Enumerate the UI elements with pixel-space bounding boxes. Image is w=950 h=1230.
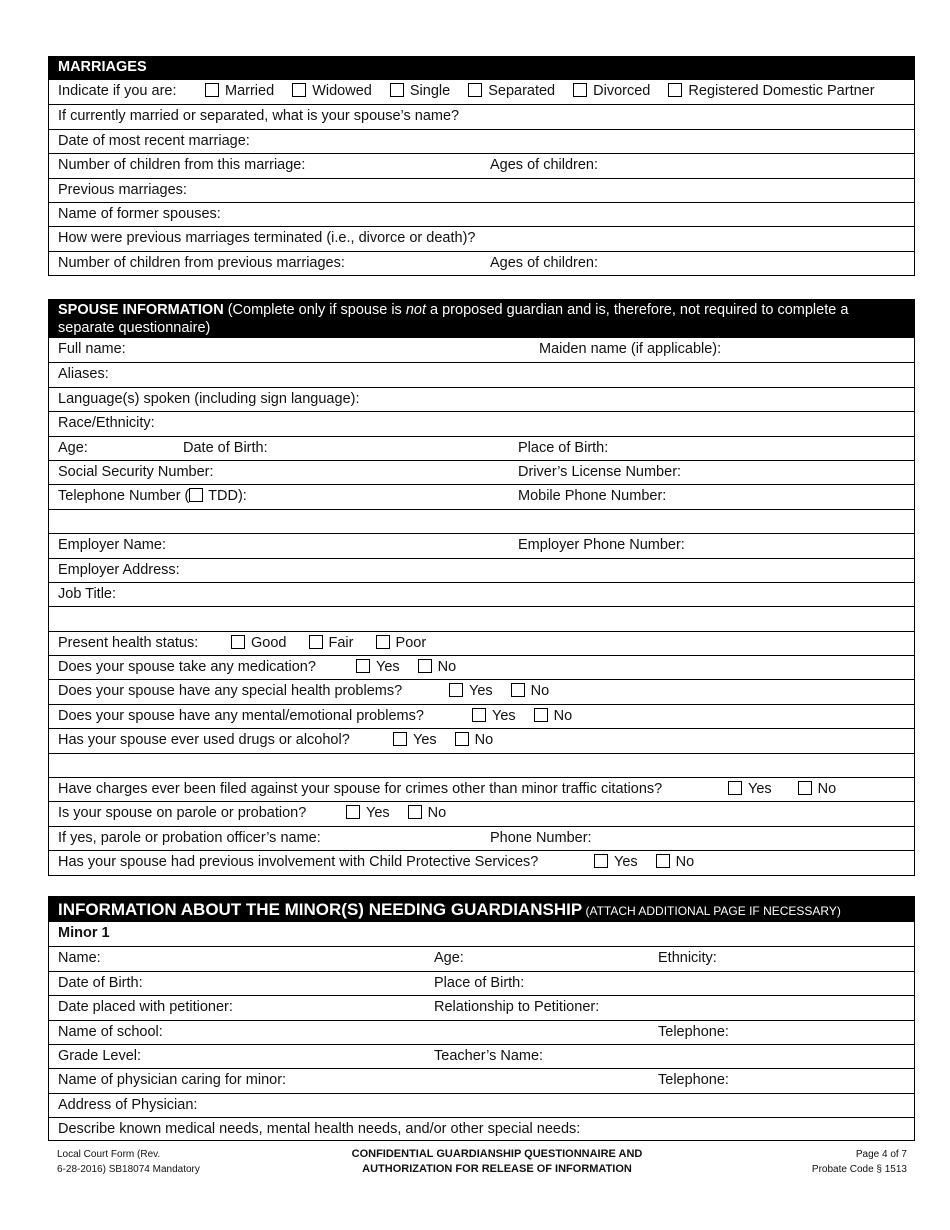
status-married[interactable]: Married	[205, 83, 274, 99]
spouse-name-label: If currently married or separated, what is your spouse’s name?	[58, 108, 460, 125]
drugs-yes[interactable]: Yes	[393, 732, 437, 748]
charges-question: Have charges ever been filed against your spouse for crimes other than minor traffic citations?	[58, 781, 663, 798]
minor-age-label: Age:	[434, 950, 464, 967]
medication-question: Does your spouse take any medication?	[58, 659, 316, 676]
fair-checkbox[interactable]	[309, 635, 323, 649]
health-poor[interactable]: Poor	[376, 635, 427, 651]
ages-children-label: Ages of children:	[490, 157, 599, 174]
status-single[interactable]: Single	[390, 83, 450, 99]
minor-dob-row[interactable]	[49, 971, 914, 995]
relationship-label: Relationship to Petitioner:	[434, 999, 600, 1016]
spouse-name-row[interactable]	[49, 104, 914, 128]
minor-ethnicity-label: Ethnicity:	[658, 950, 717, 967]
ssn-row[interactable]	[49, 460, 914, 484]
parole-officer-label: If yes, parole or probation officer’s name:	[58, 829, 321, 846]
terminated-label: How were previous marriages terminated (i.e., divorce or death)?	[58, 230, 476, 247]
ssn-label: Social Security Number:	[58, 463, 214, 480]
page-number: Page 4 of 7	[855, 1149, 907, 1160]
drugs-options	[393, 732, 507, 748]
num-children-prev-row[interactable]	[49, 251, 914, 275]
checkbox[interactable]	[728, 781, 742, 795]
teacher-label: Teacher’s Name:	[434, 1047, 544, 1064]
physician-addr-row[interactable]	[49, 1093, 914, 1117]
minor-dob-label: Date of Birth:	[58, 974, 143, 991]
parole-yes[interactable]: Yes	[346, 805, 390, 821]
spouse-header-italic: not	[405, 302, 426, 318]
phone-row[interactable]	[49, 484, 914, 508]
age-dob-row[interactable]	[49, 436, 914, 460]
widowed-checkbox[interactable]	[292, 83, 306, 97]
health-label: Present health status:	[58, 634, 199, 651]
checkbox[interactable]	[418, 659, 432, 673]
minor-header-note: (ATTACH ADDITIONAL PAGE IF NECESSARY)	[582, 904, 841, 918]
employer-addr-row[interactable]	[49, 558, 914, 582]
charges-no[interactable]: No	[798, 781, 837, 797]
medication-row	[49, 655, 914, 679]
cps-row	[49, 850, 914, 874]
spouse-header-post: a proposed guardian and is, therefore, not required to complete a separate questionnaire)	[58, 302, 849, 336]
physician-addr-label: Address of Physician:	[58, 1096, 198, 1113]
checkbox[interactable]	[408, 805, 422, 819]
status-widowed[interactable]: Widowed	[292, 83, 372, 99]
full-name-label: Full name:	[58, 341, 126, 357]
cps-options	[594, 854, 708, 870]
minor-section	[48, 896, 915, 1141]
parole-officer-row[interactable]	[49, 826, 914, 850]
previous-label: Previous marriages:	[58, 181, 187, 198]
medication-no[interactable]: No	[418, 659, 457, 675]
health-fair[interactable]: Fair	[309, 635, 354, 651]
separated-checkbox[interactable]	[468, 83, 482, 97]
charges-row	[49, 777, 914, 801]
job-label: Job Title:	[58, 585, 117, 602]
grade-label: Grade Level:	[58, 1047, 142, 1064]
date-recent-label: Date of most recent marriage:	[58, 132, 250, 149]
former-spouses-label: Name of former spouses:	[58, 205, 221, 222]
languages-row[interactable]	[49, 387, 914, 411]
phone-label: Telephone Number ( TDD):	[58, 488, 247, 505]
mental-no[interactable]: No	[534, 708, 573, 724]
cps-no[interactable]: No	[656, 854, 695, 870]
date-placed-label: Date placed with petitioner:	[58, 999, 233, 1016]
date-placed-row[interactable]	[49, 995, 914, 1019]
marriages-section	[48, 56, 915, 276]
footer-title-line2: AUTHORIZATION FOR RELEASE OF INFORMATION	[362, 1163, 632, 1175]
cps-question: Has your spouse had previous involvement with Child Protective Services?	[58, 854, 539, 871]
tdd-checkbox[interactable]	[189, 488, 203, 502]
probate-code: Probate Code § 1513	[811, 1164, 907, 1175]
status-separated[interactable]: Separated	[468, 83, 555, 99]
checkbox[interactable]	[449, 683, 463, 697]
checkbox[interactable]	[393, 732, 407, 746]
maiden-name-label: Maiden name (if applicable):	[539, 341, 722, 357]
blank-row-2	[49, 606, 914, 630]
num-children-row[interactable]	[49, 153, 914, 177]
employer-phone-label: Employer Phone Number:	[518, 537, 685, 554]
checkbox[interactable]	[798, 781, 812, 795]
checkbox[interactable]	[534, 708, 548, 722]
cps-yes[interactable]: Yes	[594, 854, 638, 870]
drugs-row	[49, 728, 914, 752]
school-row[interactable]	[49, 1020, 914, 1044]
minor-name-label: Name:	[58, 950, 101, 967]
terminated-row[interactable]	[49, 226, 914, 250]
special-health-options	[449, 683, 563, 699]
dl-label: Driver’s License Number:	[518, 463, 682, 480]
needs-label: Describe known medical needs, mental health needs, and/or other special needs:	[58, 1121, 581, 1138]
minor1-label: Minor 1	[58, 925, 110, 941]
spouse-header-pre: (Complete only if spouse is	[223, 302, 406, 318]
special-health-question: Does your spouse have any special health problems?	[58, 683, 403, 700]
drugs-no[interactable]: No	[455, 732, 494, 748]
checkbox[interactable]	[594, 854, 608, 868]
physician-row[interactable]	[49, 1068, 914, 1092]
footer-right	[812, 1147, 907, 1177]
footer-form-id: 6-28-2016) SB18074 Mandatory	[57, 1164, 200, 1175]
num-children-label: Number of children from this marriage:	[58, 157, 306, 174]
health-good[interactable]: Good	[231, 635, 286, 651]
ages-children-prev-label: Ages of children:	[490, 254, 599, 271]
status-rdp[interactable]: Registered Domestic Partner	[668, 83, 874, 99]
drugs-question: Has your spouse ever used drugs or alcohol?	[58, 732, 350, 749]
mental-row	[49, 704, 914, 728]
grade-row[interactable]	[49, 1044, 914, 1068]
school-label: Name of school:	[58, 1023, 163, 1040]
spouse-header	[49, 299, 914, 338]
good-checkbox[interactable]	[231, 635, 245, 649]
aliases-label: Aliases:	[58, 366, 109, 383]
parole-row	[49, 801, 914, 825]
minor1-row	[49, 922, 914, 946]
footer-title	[277, 1147, 717, 1177]
footer-form-rev: Local Court Form (Rev.	[57, 1149, 161, 1160]
poor-checkbox[interactable]	[376, 635, 390, 649]
married-checkbox[interactable]	[205, 83, 219, 97]
mental-yes[interactable]: Yes	[472, 708, 516, 724]
charges-yes[interactable]: Yes	[728, 781, 772, 797]
spouse-header-bold: SPOUSE INFORMATION	[58, 302, 224, 318]
previous-row[interactable]	[49, 178, 914, 202]
divorced-checkbox[interactable]	[573, 83, 587, 97]
parole-phone-label: Phone Number:	[490, 829, 592, 846]
medication-options	[356, 659, 470, 675]
needs-row[interactable]	[49, 1117, 914, 1140]
languages-label: Language(s) spoken (including sign language):	[58, 390, 360, 407]
rdp-checkbox[interactable]	[668, 83, 682, 97]
parole-no[interactable]: No	[408, 805, 447, 821]
job-row[interactable]	[49, 582, 914, 606]
aliases-row[interactable]	[49, 362, 914, 386]
race-row[interactable]	[49, 411, 914, 435]
health-row	[49, 631, 914, 655]
checkbox[interactable]	[455, 732, 469, 746]
special-health-no[interactable]: No	[511, 683, 550, 699]
employer-label: Employer Name:	[58, 537, 166, 554]
marital-status-row	[49, 80, 914, 104]
minor-header-title: INFORMATION ABOUT THE MINOR(S) NEEDING GUARDIANSHIP	[58, 900, 583, 919]
medication-yes[interactable]: Yes	[356, 659, 400, 675]
full-name-row[interactable]	[49, 338, 914, 362]
footer-title-line1: CONFIDENTIAL GUARDIANSHIP QUESTIONNAIRE AND	[351, 1148, 643, 1160]
parole-options	[346, 805, 460, 821]
blank-row-1	[49, 509, 914, 533]
pob-label: Place of Birth:	[518, 439, 609, 456]
single-checkbox[interactable]	[390, 83, 404, 97]
employer-addr-label: Employer Address:	[58, 561, 180, 578]
checkbox[interactable]	[346, 805, 360, 819]
parole-question: Is your spouse on parole or probation?	[58, 805, 307, 822]
marriages-header: MARRIAGES	[49, 56, 914, 80]
date-recent-row[interactable]	[49, 129, 914, 153]
status-divorced[interactable]: Divorced	[573, 83, 650, 99]
special-health-yes[interactable]: Yes	[449, 683, 493, 699]
race-label: Race/Ethnicity:	[58, 415, 155, 432]
former-spouses-row[interactable]	[49, 202, 914, 226]
spouse-section	[48, 299, 915, 876]
school-telephone-label: Telephone:	[658, 1023, 729, 1040]
checkbox[interactable]	[656, 854, 670, 868]
special-health-row	[49, 679, 914, 703]
mental-options	[472, 708, 586, 724]
minor-header	[49, 896, 914, 922]
minor-name-row[interactable]	[49, 946, 914, 970]
checkbox[interactable]	[472, 708, 486, 722]
minor-pob-label: Place of Birth:	[434, 974, 525, 991]
num-children-prev-label: Number of children from previous marriages:	[58, 254, 345, 271]
indicate-label: Indicate if you are:	[58, 83, 177, 99]
checkbox[interactable]	[356, 659, 370, 673]
charges-options	[728, 781, 850, 797]
employer-row[interactable]	[49, 533, 914, 557]
age-label: Age:	[58, 439, 88, 456]
footer-left	[57, 1147, 200, 1177]
status-options	[205, 83, 875, 99]
checkbox[interactable]	[511, 683, 525, 697]
physician-label: Name of physician caring for minor:	[58, 1072, 287, 1089]
physician-telephone-label: Telephone:	[658, 1072, 729, 1089]
mobile-label: Mobile Phone Number:	[518, 488, 667, 505]
dob-label: Date of Birth:	[183, 439, 268, 456]
blank-row-3	[49, 753, 914, 777]
health-options	[231, 635, 440, 651]
mental-question: Does your spouse have any mental/emotional problems?	[58, 707, 424, 724]
